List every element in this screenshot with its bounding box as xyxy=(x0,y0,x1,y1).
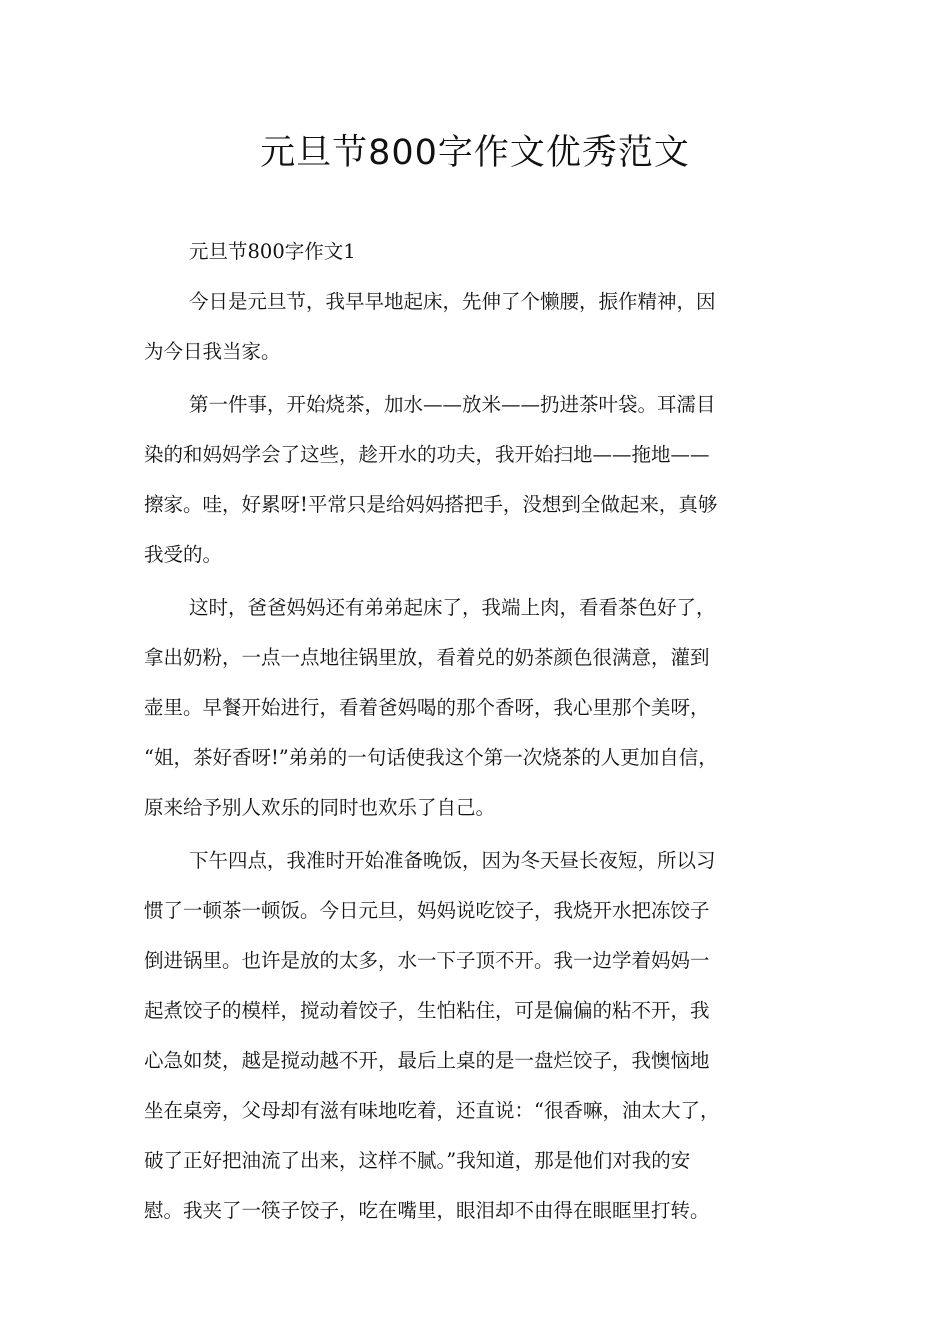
paragraph-line: 为今日我当家。 xyxy=(144,340,281,363)
paragraph-line: 壶里。早餐开始进行，看着爸妈喝的那个香呀，我心里那个美呀， xyxy=(144,696,710,719)
paragraph-line: 染的和妈妈学会了这些，趁开水的功夫，我开始扫地——拖地—— xyxy=(144,443,710,466)
paragraph-line: “姐，茶好香呀!”弟弟的一句话使我这个第一次烧茶的人更加自信， xyxy=(144,746,718,769)
paragraph-3 xyxy=(144,583,824,833)
paragraph-1 xyxy=(144,277,824,377)
paragraph-line: 第一件事，开始烧茶，加水——放米——扔进茶叶袋。耳濡目 xyxy=(189,393,716,416)
paragraph-line: 拿出奶粉，一点一点地往锅里放，看着兑的奶茶颜色很满意，灌到 xyxy=(144,646,710,669)
paragraph-line: 破了正好把油流了出来，这样不腻。”我知道，那是他们对我的安 xyxy=(144,1149,691,1172)
document-title: 元旦节800字作文优秀范文 xyxy=(260,133,690,173)
paragraph-line: 这时，爸爸妈妈还有弟弟起床了，我端上肉，看看茶色好了， xyxy=(189,596,716,619)
section-heading: 元旦节800字作文1 xyxy=(189,240,356,263)
paragraph-line: 今日是元旦节，我早早地起床，先伸了个懒腰，振作精神，因 xyxy=(189,290,716,313)
paragraph-line: 起煮饺子的模样，搅动着饺子，生怕粘住，可是偏偏的粘不开，我 xyxy=(144,999,710,1022)
paragraph-2 xyxy=(144,380,824,580)
paragraph-line: 心急如焚，越是搅动越不开，最后上桌的是一盘烂饺子，我懊恼地 xyxy=(144,1049,710,1072)
paragraph-line: 原来给予别人欢乐的同时也欢乐了自己。 xyxy=(144,796,496,819)
paragraph-4 xyxy=(144,836,824,1236)
paragraph-line: 慰。我夹了一筷子饺子，吃在嘴里，眼泪却不由得在眼眶里打转。 xyxy=(144,1199,710,1222)
document-body xyxy=(144,230,824,1239)
paragraph-line: 擦家。哇，好累呀!平常只是给妈妈搭把手，没想到全做起来，真够 xyxy=(144,493,718,516)
paragraph-line: 我受的。 xyxy=(144,543,223,566)
paragraph-line: 倒进锅里。也许是放的太多，水一下子顶不开。我一边学着妈妈一 xyxy=(144,949,710,972)
paragraph-line: 坐在桌旁，父母却有滋有味地吃着，还直说：“很香嘛，油太大了， xyxy=(144,1099,720,1122)
paragraph-line: 惯了一顿茶一顿饭。今日元旦，妈妈说吃饺子，我烧开水把冻饺子 xyxy=(144,899,710,922)
paragraph-line: 下午四点，我准时开始准备晚饭，因为冬天昼长夜短，所以习 xyxy=(189,849,716,872)
